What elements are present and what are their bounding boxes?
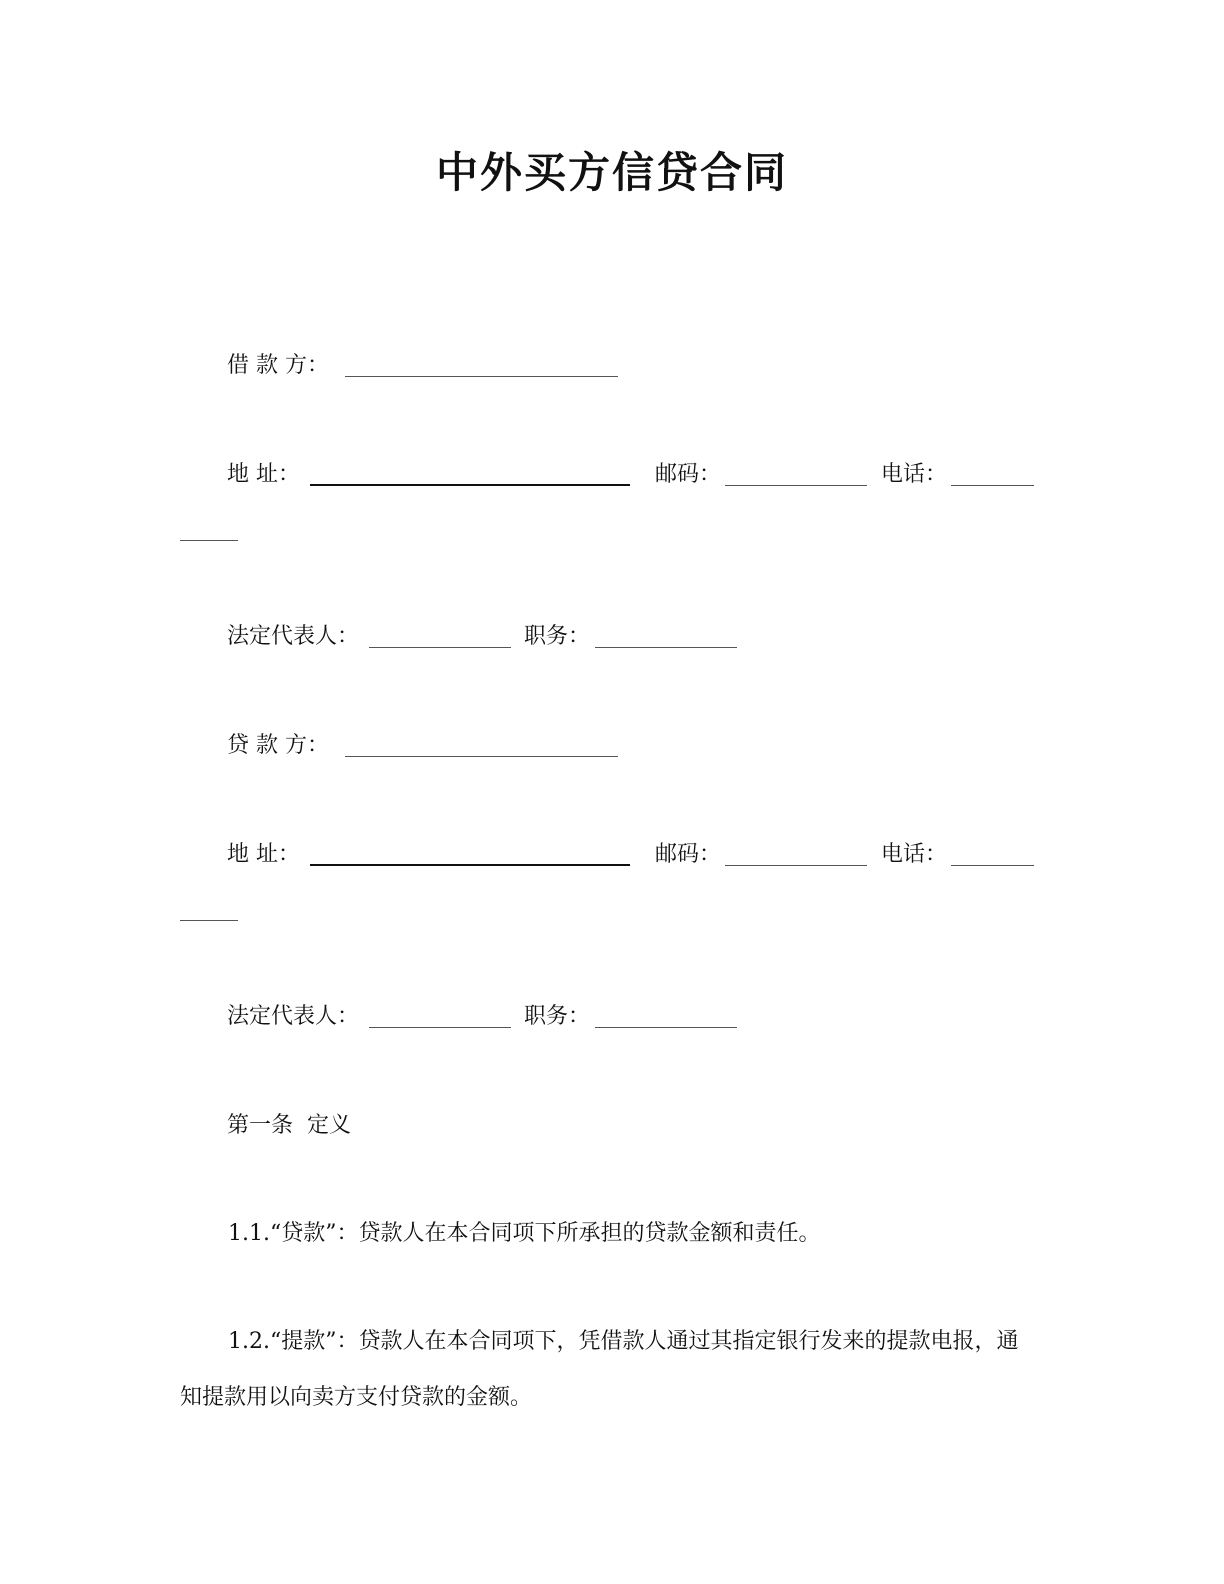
lender-postcode-line: [655, 841, 721, 869]
clause-1-1: 1.1.“贷款”：贷款人在本合同项下所承担的贷款金额和责任。: [228, 1221, 821, 1246]
lender-position-blank[interactable]: [595, 1027, 737, 1028]
borrower-party-line: [227, 352, 329, 380]
lender-party-line: [227, 732, 329, 760]
borrower-position-label: 职务：: [524, 624, 591, 649]
borrower-address-line: [227, 461, 300, 489]
lender-address-line: [227, 841, 300, 869]
lender-party-label: 贷 款 方：: [227, 733, 329, 758]
lender-party-blank[interactable]: [345, 756, 618, 757]
lender-postcode-label: 邮码：: [655, 842, 722, 867]
clause-1-2: 1.2.“提款”：贷款人在本合同项下，凭借款人通过其指定银行发来的提款电报，通知提款用以向卖方支付贷款的金额。: [180, 1329, 1019, 1410]
borrower-phone-line: [881, 461, 947, 489]
borrower-party-label: 借 款 方：: [227, 353, 329, 378]
lender-phone-line: [881, 841, 947, 869]
borrower-rep-label: 法定代表人：: [227, 624, 360, 649]
lender-postcode-blank[interactable]: [725, 865, 867, 866]
borrower-postcode-label: 邮码：: [655, 462, 722, 487]
lender-phone-label: 电话：: [881, 842, 948, 867]
lender-phone-blank[interactable]: [951, 865, 1034, 866]
lender-address-label: 地 址：: [227, 842, 300, 867]
lender-address-blank[interactable]: [310, 864, 630, 866]
borrower-address-blank[interactable]: [310, 484, 630, 486]
borrower-phone-blank-continued[interactable]: [180, 540, 238, 541]
lender-rep-line: [227, 1003, 359, 1031]
borrower-position-blank[interactable]: [595, 647, 737, 648]
borrower-position-line: [524, 623, 590, 651]
lender-phone-blank-continued[interactable]: [180, 920, 238, 921]
borrower-rep-blank[interactable]: [369, 647, 511, 648]
borrower-party-blank[interactable]: [345, 376, 618, 377]
article-1-heading-text: 第一条 定义: [227, 1113, 351, 1138]
borrower-address-label: 地 址：: [227, 462, 300, 487]
borrower-phone-blank[interactable]: [951, 485, 1034, 486]
article-1-heading: [227, 1112, 351, 1140]
document-title: 中外买方信贷合同: [435, 148, 788, 197]
lender-position-line: [524, 1003, 590, 1031]
borrower-rep-line: [227, 623, 359, 651]
borrower-postcode-blank[interactable]: [725, 485, 867, 486]
borrower-postcode-line: [655, 461, 721, 489]
lender-position-label: 职务：: [524, 1004, 591, 1029]
lender-rep-blank[interactable]: [369, 1027, 511, 1028]
lender-rep-label: 法定代表人：: [227, 1004, 360, 1029]
borrower-phone-label: 电话：: [881, 462, 948, 487]
